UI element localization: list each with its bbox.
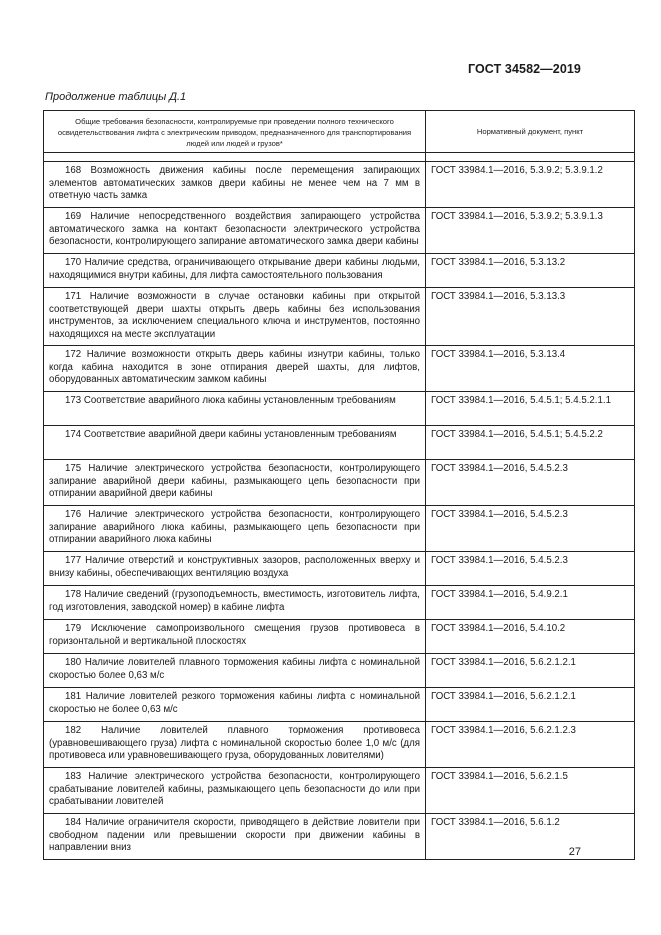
table-row xyxy=(44,254,635,288)
reference-cell: ГОСТ 33984.1—2016, 5.4.9.2.1 xyxy=(426,586,635,620)
table-caption: Продолжение таблицы Д.1 xyxy=(45,91,187,103)
table-row xyxy=(44,654,635,688)
reference-cell: ГОСТ 33984.1—2016, 5.6.1.2 xyxy=(426,814,635,860)
requirement-cell: 174 Соответствие аварийной двери кабины установленным требованиям xyxy=(44,426,426,460)
requirement-cell: 176 Наличие электрического устройства безопасности, контролирующего запирание аварийного люка кабины, размыкающего цепь безопасности при отпирании аварийного люка кабины xyxy=(44,506,426,552)
requirement-cell: 169 Наличие непосредственного воздействия запирающего устройства автоматического замка на контакт безопасности электрического устройства безопасности, контролирующего запирание автоматического замка двери кабины xyxy=(44,208,426,254)
page-number: 27 xyxy=(568,846,581,858)
table-row xyxy=(44,346,635,392)
reference-cell: ГОСТ 33984.1—2016, 5.4.5.1; 5.4.5.2.1.1 xyxy=(426,392,635,426)
reference-cell: ГОСТ 33984.1—2016, 5.3.9.2; 5.3.9.1.3 xyxy=(426,208,635,254)
table-row xyxy=(44,288,635,346)
requirement-cell: 177 Наличие отверстий и конструктивных зазоров, расположенных вверху и внизу кабины, обеспечивающих вентиляцию воздуха xyxy=(44,552,426,586)
reference-cell: ГОСТ 33984.1—2016, 5.4.5.2.3 xyxy=(426,552,635,586)
requirement-cell: 184 Наличие ограничителя скорости, приводящего в действие ловители при свободном падении или превышении скорости при движении кабины в направлении вниз xyxy=(44,814,426,860)
column-header-reference: Нормативный документ, пункт xyxy=(426,111,635,153)
table-row xyxy=(44,552,635,586)
header-separator xyxy=(44,153,635,162)
reference-cell: ГОСТ 33984.1—2016, 5.3.13.3 xyxy=(426,288,635,346)
table-row xyxy=(44,392,635,426)
requirement-cell: 179 Исключение самопроизвольного смещения грузов противовеса в горизонтальной и вертикальной плоскостях xyxy=(44,620,426,654)
requirement-cell: 172 Наличие возможности открыть дверь кабины изнутри кабины, только когда кабина находится в зоне отпирания дверей шахты, для лифтов, оборудованных автоматическим замком кабины xyxy=(44,346,426,392)
reference-cell: ГОСТ 33984.1—2016, 5.4.5.1; 5.4.5.2.2 xyxy=(426,426,635,460)
reference-cell: ГОСТ 33984.1—2016, 5.6.2.1.2.1 xyxy=(426,654,635,688)
reference-cell: ГОСТ 33984.1—2016, 5.4.10.2 xyxy=(426,620,635,654)
table-row xyxy=(44,460,635,506)
table-row xyxy=(44,506,635,552)
reference-cell: ГОСТ 33984.1—2016, 5.3.13.2 xyxy=(426,254,635,288)
table-row xyxy=(44,586,635,620)
column-header-requirements: Общие требования безопасности, контролируемые при проведении полного технического освидетельствования лифта с электрическим приводом, предназначенного для транспортирования людей или людей и грузов* xyxy=(44,111,426,153)
reference-cell: ГОСТ 33984.1—2016, 5.3.9.2; 5.3.9.1.2 xyxy=(426,162,635,208)
requirement-cell: 182 Наличие ловителей плавного торможения противовеса (уравновешивающего груза) лифта с номинальной скоростью более 1,0 м/с (для противовеса или уравновешивающего груза, оборудованных ловителями) xyxy=(44,722,426,768)
reference-cell: ГОСТ 33984.1—2016, 5.4.5.2.3 xyxy=(426,460,635,506)
requirement-cell: 170 Наличие средства, ограничивающего открывание двери кабины людьми, находящимися внутри кабины, для лифта самостоятельного пользования xyxy=(44,254,426,288)
requirement-cell: 181 Наличие ловителей резкого торможения кабины лифта с номинальной скоростью не более 0,63 м/с xyxy=(44,688,426,722)
table-row xyxy=(44,688,635,722)
standard-header: ГОСТ 34582—2019 xyxy=(467,62,581,76)
reference-cell: ГОСТ 33984.1—2016, 5.6.2.1.2.3 xyxy=(426,722,635,768)
table-header-row xyxy=(44,111,635,153)
requirement-cell: 173 Соответствие аварийного люка кабины установленным требованиям xyxy=(44,392,426,426)
table-row xyxy=(44,768,635,814)
table-row xyxy=(44,722,635,768)
table-row xyxy=(44,814,635,860)
requirement-cell: 168 Возможность движения кабины после перемещения запирающих элементов автоматических замков двери кабины не менее чем на 7 мм в ответную часть замка xyxy=(44,162,426,208)
requirement-cell: 183 Наличие электрического устройства безопасности, контролирующего срабатывание ловителей кабины, размыкающего цепь безопасности до или при срабатывании ловителей xyxy=(44,768,426,814)
reference-cell: ГОСТ 33984.1—2016, 5.3.13.4 xyxy=(426,346,635,392)
reference-cell: ГОСТ 33984.1—2016, 5.6.2.1.5 xyxy=(426,768,635,814)
table-row xyxy=(44,426,635,460)
table-row xyxy=(44,208,635,254)
requirement-cell: 171 Наличие возможности в случае остановки кабины при открытой соответствующей двери шахты открыть дверь кабины без использования инструментов, за исключением специального ключа и инструментов, постоянно находящихся на месте эксплуатации xyxy=(44,288,426,346)
requirement-cell: 175 Наличие электрического устройства безопасности, контролирующего запирание аварийной двери кабины, размыкающего цепь безопасности при отпирании аварийной двери кабины xyxy=(44,460,426,506)
table-row xyxy=(44,620,635,654)
requirement-cell: 180 Наличие ловителей плавного торможения кабины лифта с номинальной скоростью более 0,63 м/с xyxy=(44,654,426,688)
reference-cell: ГОСТ 33984.1—2016, 5.6.2.1.2.1 xyxy=(426,688,635,722)
requirements-table xyxy=(43,110,635,860)
requirement-cell: 178 Наличие сведений (грузоподъемность, вместимость, изготовитель лифта, год изготовления, заводской номер) в кабине лифта xyxy=(44,586,426,620)
reference-cell: ГОСТ 33984.1—2016, 5.4.5.2.3 xyxy=(426,506,635,552)
table-row xyxy=(44,162,635,208)
